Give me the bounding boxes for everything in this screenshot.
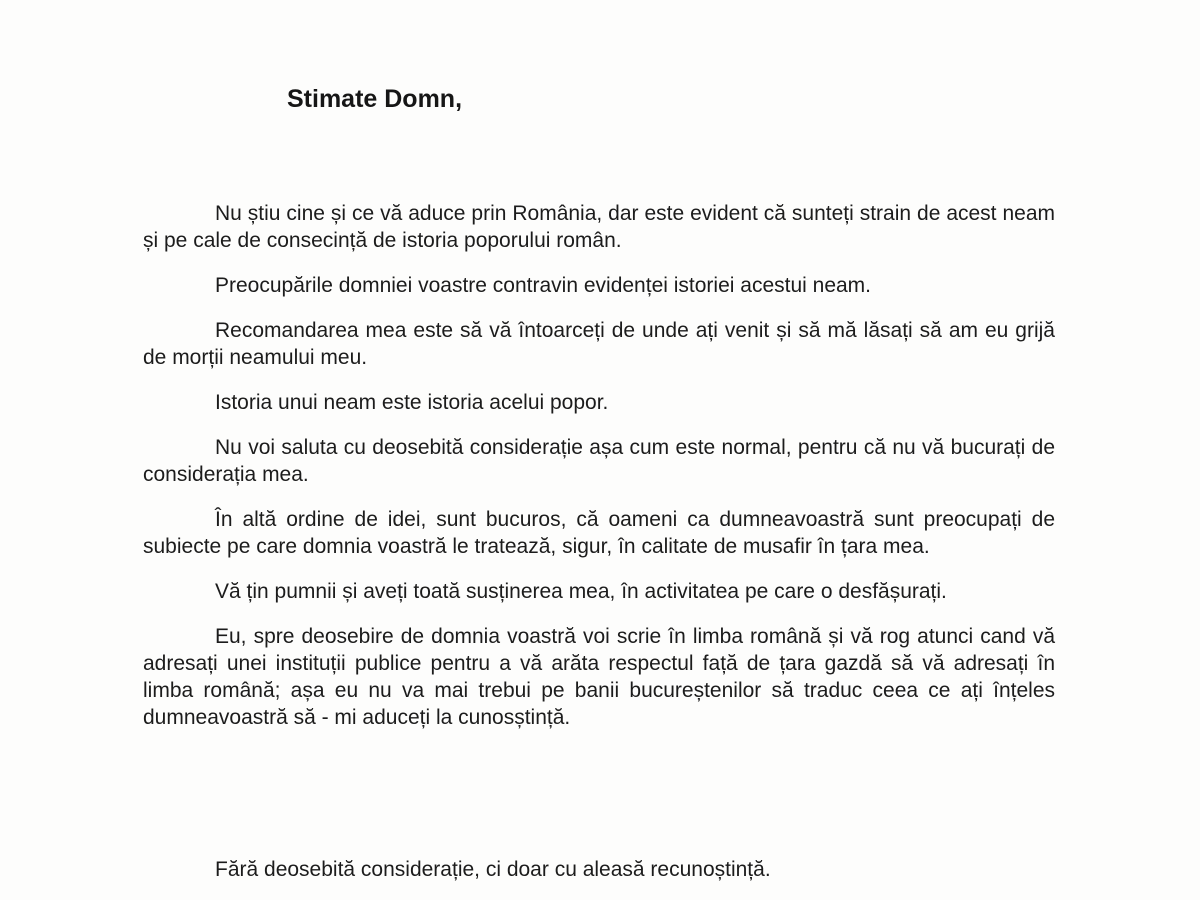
letter-paragraph-5: Nu voi saluta cu deosebită considerație așa cum este normal, pentru că nu vă bucurați de considerația mea.: [143, 436, 1055, 486]
letter-paragraph-1: Nu știu cine și ce vă aduce prin România, dar este evident că sunteți strain de acest neam și pe cale de consecință de istoria poporului român.: [143, 202, 1055, 252]
letter-paragraph-4: Istoria unui neam este istoria acelui popor.: [215, 391, 609, 414]
letter-closing: Fără deosebită considerație, ci doar cu aleasă recunoștință.: [215, 858, 771, 881]
letter-paragraph-6: În altă ordine de idei, sunt bucuros, că oameni ca dumneavoastră sunt preocupați de subiecte pe care domnia voastră le tratează, sigur, în calitate de musafir în țara mea.: [143, 508, 1055, 558]
letter-salutation: Stimate Domn,: [287, 85, 463, 113]
letter-paragraph-7: Vă țin pumnii și aveți toată susținerea mea, în activitatea pe care o desfășurați.: [215, 580, 947, 603]
letter-body: [143, 200, 1055, 749]
letter-paragraph-8: Eu, spre deosebire de domnia voastră voi scrie în limba română și vă rog atunci cand vă adresați unei instituții publice pentru a vă arăta respectul față de țara gazdă să vă adresați în limba română; așa eu nu va mai trebui pe banii bucureștenilor să traduc ceea ce ați înțeles dumneavoastră să - mi aduceți la cunosștință.: [143, 625, 1055, 729]
letter-paragraph-3: Recomandarea mea este să vă întoarceți de unde ați venit și să mă lăsați să am eu grijă de morții neamului meu.: [143, 319, 1055, 369]
letter-paragraph-2: Preocupările domniei voastre contravin evidenței istoriei acestui neam.: [215, 274, 872, 297]
